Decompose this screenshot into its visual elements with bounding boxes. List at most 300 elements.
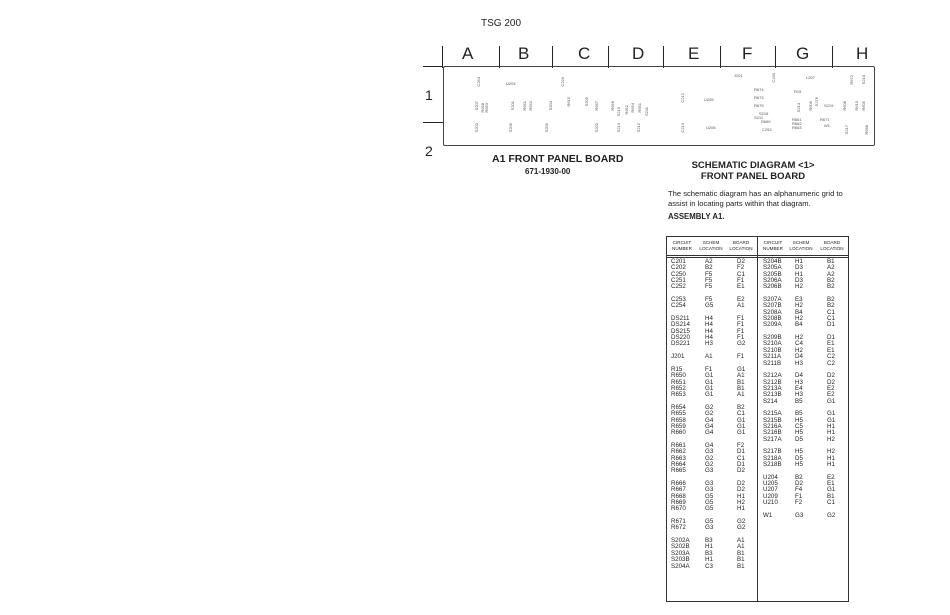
table-cell: S206A — [763, 277, 782, 285]
board-component-label: R658 — [480, 103, 485, 113]
table-cell: C1 — [827, 308, 835, 316]
table-cell: G1 — [827, 416, 836, 424]
schematic-description: The schematic diagram has an alphanumeric grid to assist in locating parts within that diagram. — [668, 189, 843, 208]
table-cell: F2 — [737, 264, 745, 272]
table-cell: H2 — [827, 435, 835, 443]
table-cell: A1 — [737, 391, 745, 399]
board-component-label: R608 — [842, 101, 847, 111]
table-cell: B3 — [705, 537, 713, 545]
table-cell: A2 — [827, 264, 835, 272]
table-cell: S212B — [763, 378, 782, 386]
table-cell: F1 — [737, 327, 745, 335]
table-cell: S203A — [671, 549, 690, 557]
board-component-label: R651 — [637, 103, 642, 113]
table-cell: H2 — [795, 283, 803, 291]
table-cell: R665 — [671, 467, 686, 475]
table-cell: C1 — [827, 499, 835, 507]
board-component-label: S205 — [584, 97, 589, 107]
grid-separator — [720, 46, 721, 68]
table-cell: S208A — [763, 308, 782, 316]
board-component-label: S211 — [644, 107, 649, 117]
column-circuit — [763, 259, 782, 519]
table-cell: DS221 — [671, 340, 690, 348]
table-cell: B1 — [827, 258, 835, 265]
table-cell: S216A — [763, 422, 782, 430]
table-cell: E4 — [795, 384, 803, 392]
table-cell: R669 — [671, 499, 686, 507]
table-cell: D3 — [795, 264, 803, 272]
board-component-label: W1 — [824, 123, 830, 128]
board-component-label: S217 — [844, 125, 849, 135]
table-cell: F1 — [737, 277, 745, 285]
table-cell: H3 — [705, 340, 713, 348]
table-cell: C1 — [737, 454, 745, 462]
table-cell: S213B — [763, 391, 782, 399]
grid-tick — [423, 66, 443, 67]
table-cell: S203B — [671, 556, 690, 564]
table-cell: G4 — [705, 429, 714, 437]
table-cell: D2 — [737, 258, 745, 265]
table-cell: A2 — [827, 270, 835, 278]
table-cell: H4 — [705, 327, 713, 335]
table-cell: C2 — [827, 359, 835, 367]
table-cell: D4 — [795, 372, 803, 380]
table-cell: H1 — [795, 270, 803, 278]
table-cell: G2 — [827, 511, 836, 519]
table-cell: DS214 — [671, 321, 690, 329]
table-cell: H1 — [827, 429, 835, 437]
board-component-label: R605 — [861, 101, 866, 111]
table-cell: H3 — [795, 378, 803, 386]
header-schem: SCHEM LOCATION — [699, 240, 723, 251]
table-cell: DS220 — [671, 334, 690, 342]
header-circuit-2: CIRCUIT NUMBER — [763, 240, 783, 251]
table-divider — [757, 237, 758, 601]
table-cell: C1 — [827, 315, 835, 323]
column-schem — [705, 259, 713, 570]
table-cell: D3 — [795, 277, 803, 285]
table-cell: F1 — [737, 315, 745, 323]
table-cell: G2 — [737, 340, 746, 348]
board-component-label: S210 — [861, 75, 866, 85]
schematic-title-line2: FRONT PANEL BOARD — [700, 171, 806, 182]
table-cell: A2 — [705, 258, 713, 265]
schematic-title-line1: SCHEMATIC DIAGRAM <1> — [691, 160, 815, 171]
table-cell: R658 — [671, 416, 686, 424]
table-cell: G4 — [705, 441, 714, 449]
table-cell: R663 — [671, 454, 686, 462]
table-cell: F1 — [737, 321, 745, 329]
table-cell: C202 — [671, 264, 686, 272]
board-component-label: S207 — [474, 101, 479, 111]
board-component-label: J201 — [734, 73, 743, 78]
table-cell: G5 — [705, 499, 714, 507]
grid-column-f: F — [742, 44, 753, 63]
table-cell: S204A — [671, 562, 690, 570]
table-cell: DS215 — [671, 327, 690, 335]
front-panel-board-diagram — [443, 66, 875, 146]
table-cell: C2 — [827, 353, 835, 361]
table-cell: H1 — [737, 505, 745, 513]
board-component-label: R675 — [754, 103, 764, 108]
board-component-label: S205 — [544, 123, 549, 133]
table-cell: B2 — [737, 403, 745, 411]
table-cell: A1 — [705, 353, 713, 361]
table-cell: C254 — [671, 302, 686, 310]
table-cell: C1 — [737, 270, 745, 278]
board-component-label: S201 — [510, 101, 515, 111]
table-cell: S215B — [763, 416, 782, 424]
table-cell: B4 — [795, 321, 803, 329]
board-component-label: C220 — [560, 77, 565, 87]
schematic-title — [668, 160, 838, 182]
table-cell: D5 — [795, 454, 803, 462]
table-cell: D2 — [795, 480, 803, 488]
table-cell: R671 — [671, 518, 686, 526]
table-cell: S214 — [763, 397, 778, 405]
table-cell: W1 — [763, 511, 773, 519]
table-cell: G2 — [705, 403, 714, 411]
table-cell: D2 — [827, 378, 835, 386]
table-cell: F2 — [795, 499, 803, 507]
table-cell: G2 — [737, 524, 746, 532]
column-board — [827, 259, 835, 519]
board-component-label: R663 — [792, 125, 802, 130]
table-cell: B1 — [827, 492, 835, 500]
table-cell: R654 — [671, 403, 686, 411]
table-cell: S218A — [763, 454, 782, 462]
board-component-label: R652 — [528, 101, 533, 111]
table-cell: R15 — [671, 365, 683, 373]
table-cell: G5 — [705, 302, 714, 310]
table-cell: S204B — [763, 258, 782, 265]
table-cell: H5 — [795, 448, 803, 456]
board-component-label: C213 — [680, 123, 685, 133]
table-cell: H4 — [705, 334, 713, 342]
table-cell: E3 — [795, 296, 803, 304]
table-cell: F1 — [737, 334, 745, 342]
table-cell: G4 — [705, 416, 714, 424]
table-cell: D1 — [827, 321, 835, 329]
table-cell: H1 — [705, 543, 713, 551]
board-component-label: C254 — [476, 77, 481, 87]
board-component-label: C230 — [771, 73, 776, 83]
table-cell: B4 — [795, 308, 803, 316]
table-cell: G1 — [827, 397, 836, 405]
table-cell: E1 — [827, 340, 835, 348]
grid-column-h: H — [856, 44, 869, 63]
table-cell: R651 — [671, 378, 686, 386]
board-component-label: U205 — [704, 97, 714, 102]
table-cell: B1 — [737, 384, 745, 392]
table-cell: R650 — [671, 372, 686, 380]
board-component-label: S218 — [759, 111, 769, 116]
table-cell: D1 — [737, 461, 745, 468]
table-cell: G1 — [827, 486, 836, 494]
table-cell: U210 — [763, 499, 778, 507]
table-cell: B2 — [827, 296, 835, 304]
board-component-label: R15 — [794, 89, 802, 94]
table-cell: D2 — [737, 480, 745, 488]
table-cell: D5 — [795, 435, 803, 443]
table-cell: H1 — [827, 454, 835, 462]
board-component-label: C253 — [762, 127, 772, 132]
table-cell: G1 — [737, 365, 746, 373]
table-cell: F2 — [737, 441, 745, 449]
column-circuit — [671, 259, 690, 570]
table-cell: R667 — [671, 486, 686, 494]
board-component-label: S212 — [636, 123, 641, 133]
table-cell: U205 — [763, 480, 778, 488]
table-cell: S213A — [763, 384, 782, 392]
board-component-label: R606 — [808, 101, 813, 111]
table-cell: G5 — [705, 518, 714, 526]
board-component-label: S276 — [814, 97, 819, 107]
table-cell: D2 — [737, 486, 745, 494]
table-cell: G1 — [827, 410, 836, 418]
table-cell: B2 — [827, 277, 835, 285]
table-cell: S215A — [763, 410, 782, 418]
table-cell: C4 — [795, 340, 803, 348]
table-cell: H1 — [827, 422, 835, 430]
table-cell: R661 — [671, 441, 686, 449]
table-cell: H5 — [795, 429, 803, 437]
table-cell: F1 — [705, 365, 713, 373]
board-component-label: S206 — [508, 123, 513, 133]
table-cell: B5 — [795, 397, 803, 405]
grid-column-d: D — [632, 44, 645, 63]
board-component-label: S219 — [824, 103, 834, 108]
table-cell: S212A — [763, 372, 782, 380]
table-cell: G1 — [705, 372, 714, 380]
grid-separator — [499, 46, 500, 68]
table-cell: S202B — [671, 543, 690, 551]
table-cell: G5 — [705, 505, 714, 513]
board-component-label: R673 — [754, 95, 764, 100]
parts-location-table — [666, 236, 849, 602]
table-cell: C252 — [671, 283, 686, 291]
table-cell: G1 — [737, 416, 746, 424]
table-cell: B1 — [737, 549, 745, 557]
table-cell: R672 — [671, 524, 686, 532]
table-cell: R652 — [671, 384, 686, 392]
table-cell: A1 — [737, 372, 745, 380]
table-cell: H4 — [705, 315, 713, 323]
table-cell: U207 — [763, 486, 778, 494]
table-cell: H3 — [795, 359, 803, 367]
table-cell: S217B — [763, 448, 782, 456]
table-cell: H2 — [737, 499, 745, 507]
header-schem-2: SCHEM LOCATION — [789, 240, 813, 251]
table-cell: S218B — [763, 461, 782, 468]
table-cell: E2 — [737, 296, 745, 304]
table-cell: H1 — [827, 461, 835, 468]
grid-row-2: 2 — [425, 143, 433, 159]
table-cell: B3 — [705, 549, 713, 557]
table-cell: D1 — [827, 334, 835, 342]
table-cell: G1 — [737, 422, 746, 430]
table-cell: S216B — [763, 429, 782, 437]
table-cell: F4 — [795, 486, 803, 494]
board-component-label: R651 — [522, 101, 527, 111]
board-component-label: S203 — [474, 123, 479, 133]
table-cell: R664 — [671, 461, 686, 468]
table-cell: A1 — [737, 543, 745, 551]
table-cell: C1 — [737, 410, 745, 418]
table-cell: G5 — [705, 492, 714, 500]
table-cell: B1 — [737, 556, 745, 564]
table-cell: D2 — [827, 372, 835, 380]
column-board — [737, 259, 745, 570]
grid-separator — [663, 46, 664, 68]
board-title: A1 FRONT PANEL BOARD — [492, 153, 624, 165]
grid-column-e: E — [688, 44, 700, 63]
board-component-label: R657 — [594, 101, 599, 111]
grid-separator — [442, 46, 443, 68]
table-cell: S211A — [763, 353, 782, 361]
column-schem — [795, 259, 803, 519]
table-cell: G2 — [705, 461, 714, 468]
table-cell: S208B — [763, 315, 782, 323]
table-cell: S205B — [763, 270, 782, 278]
grid-column-a: A — [462, 44, 474, 63]
table-cell: B5 — [795, 410, 803, 418]
table-cell: D2 — [737, 467, 745, 475]
table-cell: G1 — [705, 378, 714, 386]
table-cell: B2 — [705, 264, 713, 272]
table-cell: H2 — [795, 315, 803, 323]
board-component-label: S204 — [548, 101, 553, 111]
table-cell: H4 — [705, 321, 713, 329]
table-cell: G3 — [795, 511, 804, 519]
table-cell: G1 — [705, 384, 714, 392]
table-cell: A1 — [737, 537, 745, 545]
table-cell: G2 — [705, 410, 714, 418]
table-cell: C253 — [671, 296, 686, 304]
table-cell: R662 — [671, 448, 686, 456]
table-cell: H5 — [795, 416, 803, 424]
header-board: BOARD LOCATION — [729, 240, 753, 251]
grid-separator — [832, 46, 833, 68]
table-cell: S202A — [671, 537, 690, 545]
table-cell: E1 — [737, 283, 745, 291]
grid-column-c: C — [578, 44, 591, 63]
table-cell: H5 — [795, 461, 803, 468]
header-circuit: CIRCUIT NUMBER — [672, 240, 692, 251]
table-cell: H1 — [795, 258, 803, 265]
table-cell: S211B — [763, 359, 782, 367]
table-cell: S209A — [763, 321, 782, 329]
table-cell: G4 — [705, 422, 714, 430]
table-cell: D1 — [737, 448, 745, 456]
table-cell: F1 — [795, 492, 803, 500]
table-cell: C250 — [671, 270, 686, 278]
table-cell: H2 — [795, 334, 803, 342]
table-cell: S210B — [763, 346, 782, 354]
grid-tick — [423, 122, 443, 123]
board-component-label: R654 — [630, 103, 635, 113]
board-component-label: C212 — [680, 93, 685, 103]
table-cell: H3 — [795, 391, 803, 399]
board-component-label: U206 — [706, 125, 716, 130]
table-cell: A1 — [737, 302, 745, 310]
table-cell: D4 — [795, 353, 803, 361]
table-cell: U204 — [763, 473, 778, 481]
table-cell: F5 — [705, 277, 713, 285]
table-cell: S206B — [763, 283, 782, 291]
board-component-label: R672 — [849, 75, 854, 85]
table-cell: R668 — [671, 492, 686, 500]
table-cell: F5 — [705, 270, 713, 278]
table-cell: E1 — [827, 346, 835, 354]
table-cell: DS211 — [671, 315, 690, 323]
document-header: TSG 200 — [481, 18, 522, 29]
table-cell: G1 — [705, 391, 714, 399]
table-cell: C201 — [671, 258, 686, 265]
board-component-label: R653 — [484, 103, 489, 113]
table-cell: C251 — [671, 277, 686, 285]
table-cell: G2 — [737, 518, 746, 526]
board-component-label: R662 — [792, 121, 802, 126]
table-cell: E1 — [827, 480, 835, 488]
board-component-label: R671 — [820, 117, 830, 122]
table-cell: G2 — [705, 454, 714, 462]
header-board-2: BOARD LOCATION — [820, 240, 844, 251]
table-cell: S210A — [763, 340, 782, 348]
grid-column-b: B — [518, 44, 530, 63]
table-cell: E2 — [827, 391, 835, 399]
table-cell: F5 — [705, 283, 713, 291]
table-cell: H1 — [737, 492, 745, 500]
board-component-label: R656 — [610, 101, 615, 111]
table-cell: G3 — [705, 448, 714, 456]
grid-separator — [552, 46, 553, 68]
table-cell: G3 — [705, 486, 714, 494]
board-component-label: R652 — [624, 105, 629, 115]
table-cell: J201 — [671, 353, 685, 361]
board-component-label: R610 — [854, 101, 859, 111]
board-component-label: R674 — [754, 87, 764, 92]
table-cell: F5 — [705, 296, 713, 304]
table-cell: U209 — [763, 492, 778, 500]
table-cell: R670 — [671, 505, 686, 513]
board-component-label: L207 — [806, 75, 815, 80]
table-cell: R653 — [671, 391, 686, 399]
board-component-label: R615 — [566, 97, 571, 107]
table-cell: E2 — [827, 384, 835, 392]
board-component-label: R661 — [792, 117, 802, 122]
board-component-label: S211 — [754, 115, 764, 120]
board-component-label: S213 — [616, 123, 621, 133]
table-cell: B2 — [827, 283, 835, 291]
table-cell: R655 — [671, 410, 686, 418]
table-cell: H1 — [705, 556, 713, 564]
table-cell: C5 — [795, 422, 803, 430]
grid-separator — [608, 46, 609, 68]
table-cell: E2 — [827, 473, 835, 481]
table-cell: B2 — [795, 473, 803, 481]
grid-row-1: 1 — [425, 87, 433, 103]
table-cell: C3 — [705, 562, 713, 570]
board-part-number: 671-1930-00 — [525, 167, 571, 176]
board-component-label: U204 — [506, 81, 516, 86]
table-cell: G3 — [705, 467, 714, 475]
board-component-label: S215 — [616, 107, 621, 117]
table-cell: S207B — [763, 302, 782, 310]
board-component-label: S202 — [594, 123, 599, 133]
table-cell: H2 — [795, 346, 803, 354]
table-cell: G1 — [737, 429, 746, 437]
